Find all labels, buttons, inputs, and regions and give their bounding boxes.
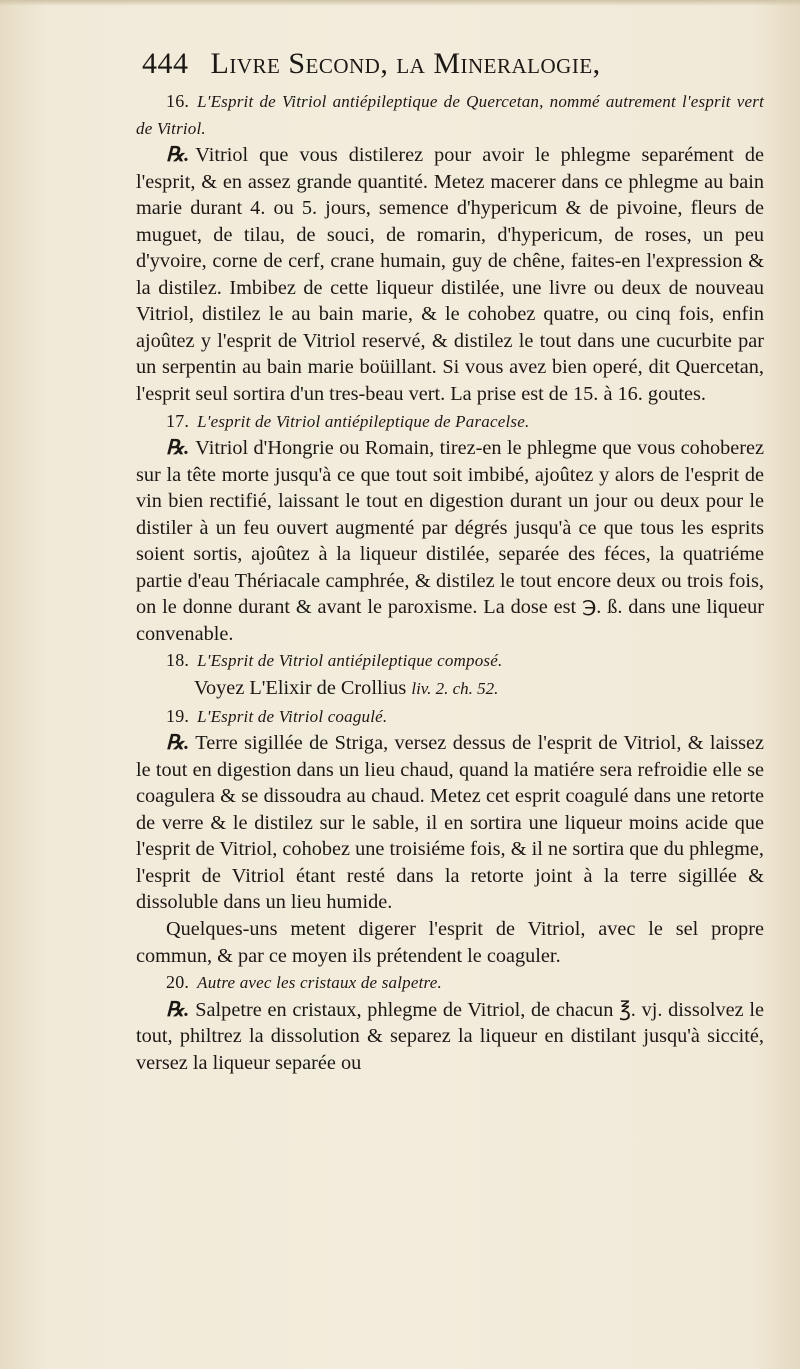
section-title: L'Esprit de Vitriol antiépileptique composé. (197, 651, 503, 671)
recipe-paragraph-20 (136, 997, 764, 1077)
recipe-text: Terre sigillée de Striga, versez dessus de l'esprit de Vitriol, & laissez le tout en digestion dans un lieu chaud, quand la matiére sera refroidie elle se coagulera & se dissoudra au chaud. Metez cet esprit coagulé dans une retorte de verre & le distilez sur le sable, il en sortira une liqueur moins acide que l'esprit de Vitriol, cohobez une troisiéme fois, & il ne sortira que du phlegme, l'esprit de Vitriol étant resté dans la retorte joint à la terre sigillée & dissoluble dans un lieu humide. (136, 732, 764, 914)
recipe-symbol: ℞. (166, 998, 190, 1021)
section-heading-17 (136, 408, 764, 436)
recipe-paragraph-19 (136, 730, 764, 916)
page-number: 444 (142, 47, 189, 80)
cross-reference-text: Voyez L'Elixir de Crollius (194, 677, 407, 700)
running-head: Livre Second, la Mineralogie, (210, 47, 601, 80)
recipe-paragraph-16 (136, 142, 764, 407)
cross-reference (136, 675, 764, 703)
page-edge-shadow (0, 0, 800, 6)
section-title: L'esprit de Vitriol antiépileptique de Paracelse. (197, 411, 530, 431)
section-number: 16. (166, 91, 190, 111)
section-heading-19 (136, 703, 764, 731)
recipe-text: Vitriol d'Hongrie ou Romain, tirez-en le phlegme que vous cohoberez sur la tête morte jusqu'à ce que tout soit imbibé, ajoûtez y alors de l'esprit de vin bien rectifié, laissant le tout en digestion durant un jour ou deux pour le distiler à un feu ouvert augmenté par dégrés jusqu'à ce que tous les esprits soient sortis, ajoûtez à la liqueur distilée, separée des féces, la quatriéme partie d'eau Thériacale camphrée, & distilez le tout encore deux ou trois fois, on le donne durant & avant le paroxisme. La dose est ℈. ß. dans une liqueur convenable. (136, 437, 764, 645)
section-number: 20. (166, 972, 190, 993)
section-number: 18. (166, 650, 190, 671)
section-title: L'Esprit de Vitriol coagulé. (197, 706, 388, 726)
recipe-paragraph-17 (136, 435, 764, 647)
section-heading-18 (136, 647, 764, 675)
plain-paragraph (136, 916, 764, 969)
recipe-symbol: ℞. (166, 437, 190, 460)
cross-reference-location: liv. 2. ch. 52. (411, 679, 499, 699)
body-text (136, 88, 764, 1076)
recipe-text: Vitriol que vous distilerez pour avoir le phlegme separément de l'esprit, & en assez grande quantité. Metez macerer dans ce phlegme au bain marie durant 4. ou 5. jours, semence d'hypericum & de pivoine, fleurs de muguet, de tilau, de souci, de romarin, d'hypericum, de roses, un peu d'yvoire, corne de cerf, crane humain, guy de chêne, faites-en l'expression & la distilez. Imbibez de cette liqueur distilée, une livre ou deux de nouveau Vitriol, distilez le au bain marie, & le cohobez quatre, ou cinq fois, enfin ajoûtez y l'esprit de Vitriol reservé, & distilez le tout dans une cucurbite par un serpentin au bain marie boüillant. Si vous avez bien operé, dit Quercetan, l'esprit seul sortira d'un tres-beau vert. La prise est de 15. à 16. goutes. (136, 144, 764, 406)
section-heading-20 (136, 969, 764, 997)
recipe-text: Salpetre en cristaux, phlegme de Vitriol, de chacun ℥. vj. dissolvez le tout, philtrez la dissolution & separez la liqueur en distilant jusqu'à siccité, versez la liqueur separée ou (136, 998, 764, 1074)
page-header (142, 44, 764, 84)
recipe-symbol: ℞. (166, 144, 190, 167)
paragraph-text: Quelques-uns metent digerer l'esprit de Vitriol, avec le sel propre commun, & par ce moyen ils prétendent le coaguler. (136, 917, 764, 967)
section-number: 17. (166, 410, 190, 431)
section-title: Autre avec les cristaux de salpetre. (197, 973, 442, 993)
section-title: L'Esprit de Vitriol antiépileptique de Quercetan, nommé autrement l'esprit vert de Vitriol. (136, 92, 764, 138)
section-heading-16 (136, 88, 764, 142)
section-number: 19. (166, 705, 190, 726)
recipe-symbol: ℞. (166, 732, 190, 755)
